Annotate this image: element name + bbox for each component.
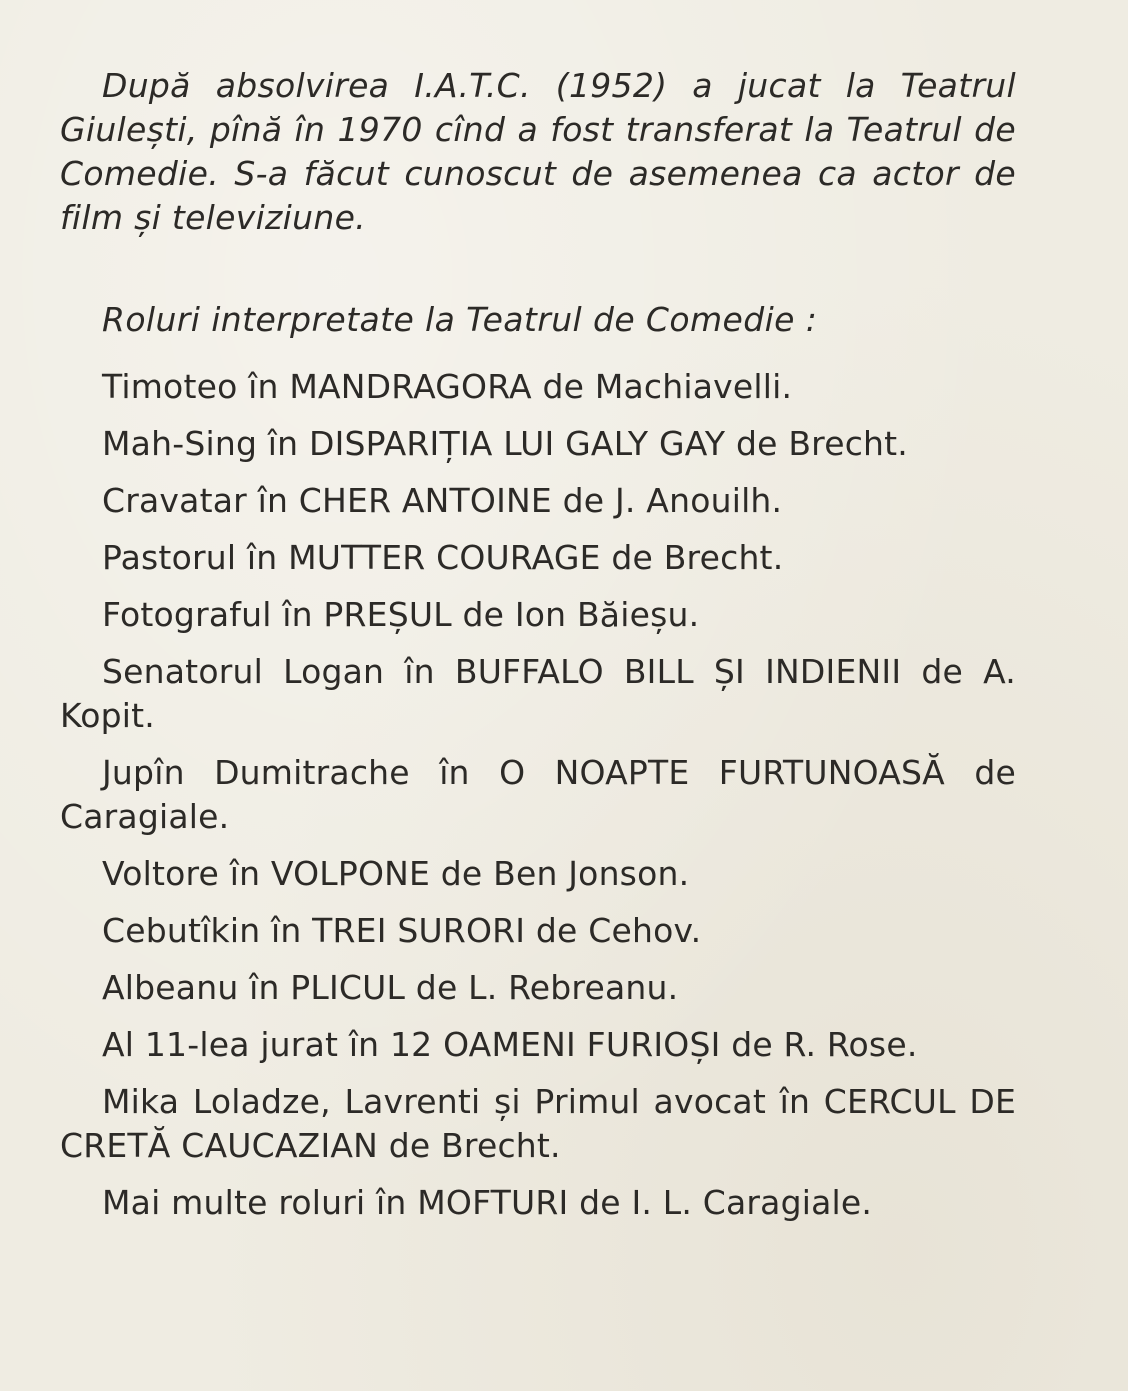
roles-list: [60, 365, 1016, 1238]
intro-paragraph: După absolvirea I.A.T.C. (1952) a jucat la Teatrul Giulești, pînă în 1970 cînd a fost transferat la Teatrul de Comedie. S-a făcut cunoscut de asemenea ca actor de film și televiziune.: [60, 66, 1016, 237]
role-item: Pastorul în MUTTER COURAGE de Brecht.: [102, 538, 784, 577]
role-item: Al 11-lea jurat în 12 OAMENI FURIOȘI de R. Rose.: [102, 1025, 918, 1064]
role-item: Mika Loladze, Lavrenti și Primul avocat în CERCUL DE CRETĂ CAUCAZIAN de Brecht.: [60, 1082, 1016, 1165]
role-item: Cebutîkin în TREI SURORI de Cehov.: [102, 911, 702, 950]
role-item: Jupîn Dumitrache în O NOAPTE FURTUNOASĂ de Caragiale.: [60, 753, 1016, 836]
role-item: Mah-Sing în DISPARIȚIA LUI GALY GAY de Brecht.: [102, 424, 908, 463]
role-item: Albeanu în PLICUL de L. Rebreanu.: [102, 968, 679, 1007]
roles-heading: Roluri interpretate la Teatrul de Comedie :: [102, 300, 818, 339]
role-item: Senatorul Logan în BUFFALO BILL ȘI INDIENII de A. Kopit.: [60, 652, 1016, 735]
role-item: Timoteo în MANDRAGORA de Machiavelli.: [102, 367, 793, 406]
role-item: Fotograful în PREȘUL de Ion Băieșu.: [102, 595, 700, 634]
role-item: Mai multe roluri în MOFTURI de I. L. Caragiale.: [102, 1183, 873, 1222]
role-item: Voltore în VOLPONE de Ben Jonson.: [102, 854, 690, 893]
role-item: Cravatar în CHER ANTOINE de J. Anouilh.: [102, 481, 783, 520]
